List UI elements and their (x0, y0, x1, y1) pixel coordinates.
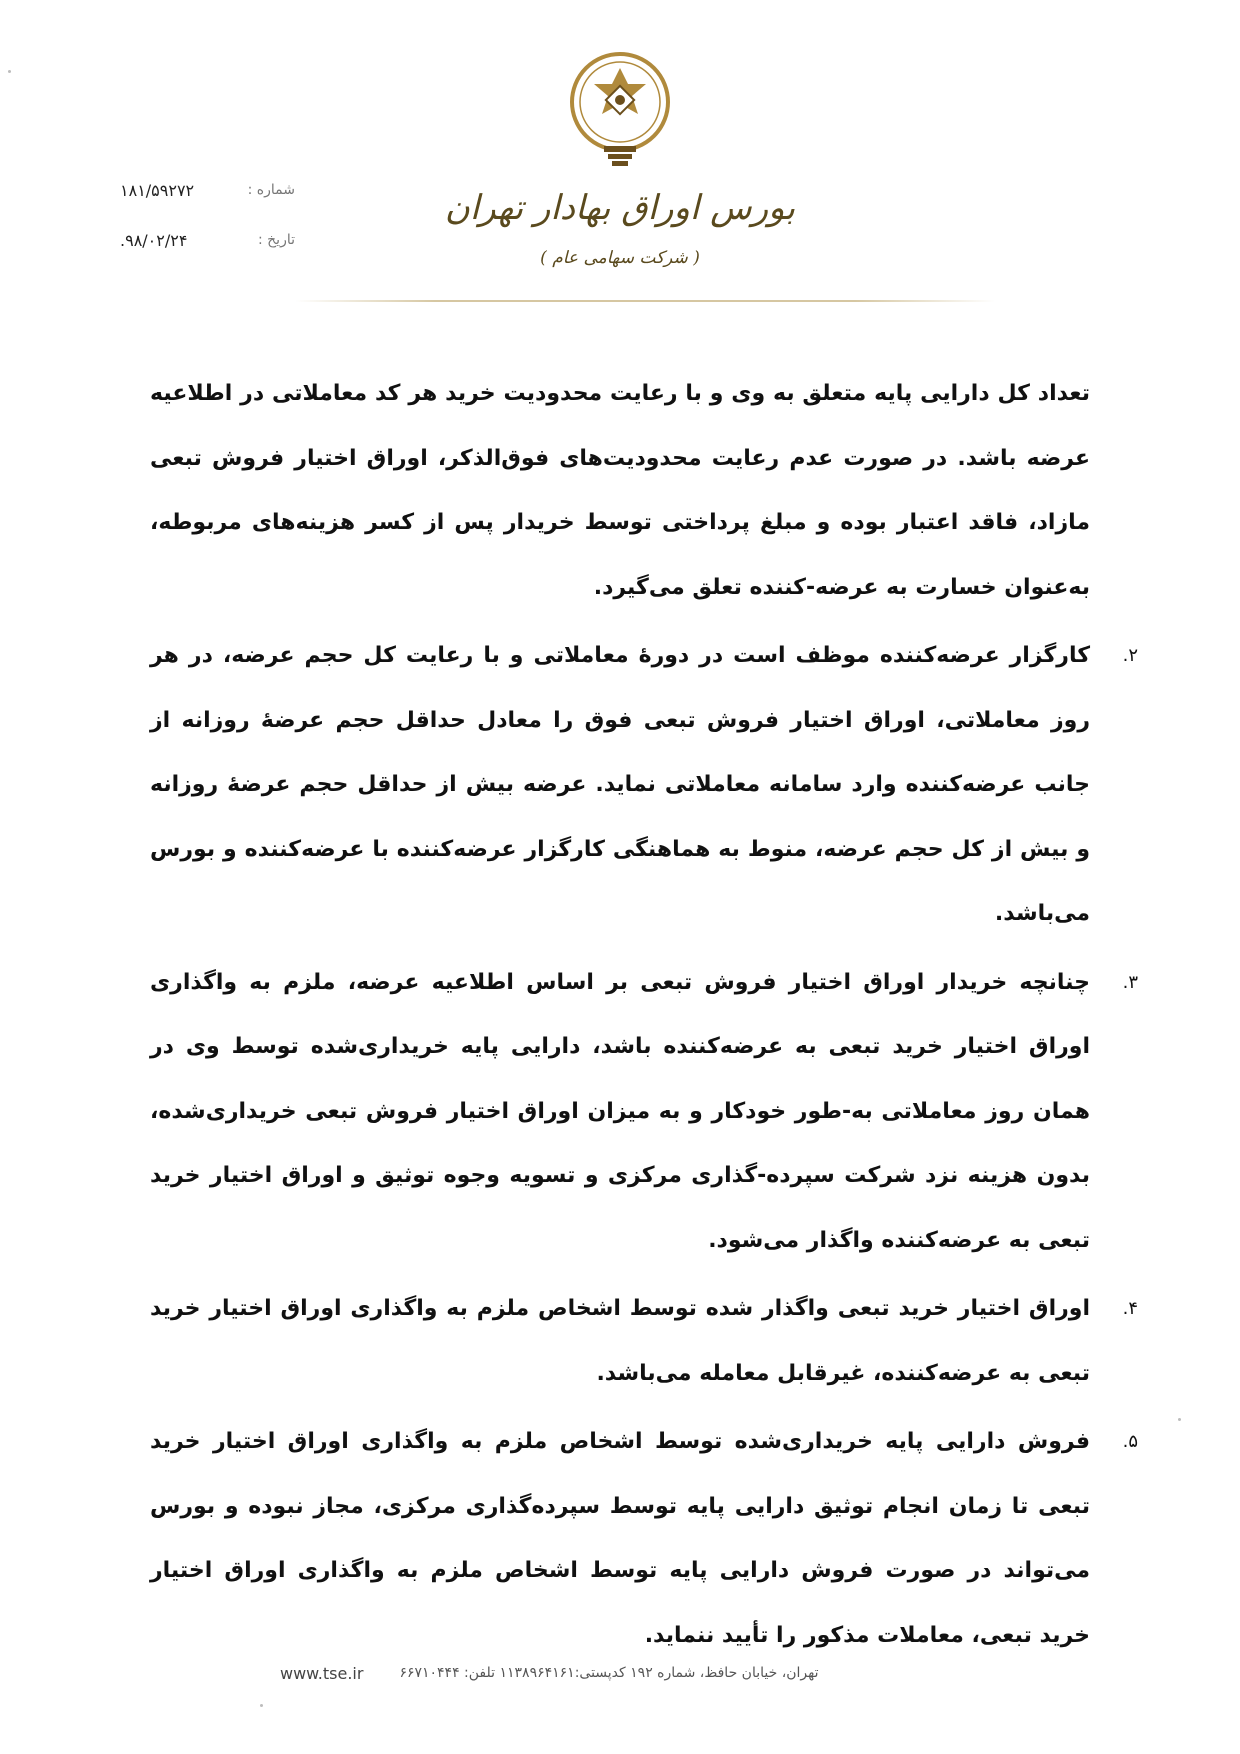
letter-date-label: تاریخ : (257, 232, 295, 248)
list-item (150, 624, 1138, 947)
letter-date (120, 226, 295, 254)
list-item (150, 1277, 1138, 1406)
lead-paragraph: تعداد کل دارایی پایه متعلق به وی و با رعایت محدودیت خرید هر کد معاملاتی در اطلاعیه عرضه باشد. در صورت عدم رعایت محدودیت‌های فوق‌الذکر، اوراق اختیار فروش تبعی مازاد، فاقد اعتبار بوده و مبلغ پرداختی توسط خریدار پس از کسر هزینه‌های مربوطه، به‌عنوان خسارت به عرضه-کننده تعلق می‌گیرد. (150, 381, 1090, 600)
list-item-number: ۴. (1122, 1298, 1138, 1319)
letter-number (120, 176, 295, 204)
list-item-text: کارگزار عرضه‌کننده موظف است در دورهٔ معاملاتی و با رعایت کل حجم عرضه، در هر روز معاملاتی، اوراق اختیار فروش تبعی فوق را معادل حداقل حجم عرضهٔ روزانه از جانب عرضه‌کننده وارد سامانه معاملاتی نماید. عرضه بیش از حداقل حجم عرضهٔ روزانه و بیش از کل حجم عرضه، منوط به هماهنگی کارگزار عرضه‌کننده با عرضه‌کننده و بورس می‌باشد. (150, 643, 1090, 926)
letter-number-label: شماره : (247, 182, 295, 198)
scan-speck (260, 1704, 263, 1707)
scan-speck (1178, 1418, 1181, 1421)
list-item-number: ۳. (1122, 971, 1138, 993)
list-item-number: ۵. (1122, 1431, 1138, 1452)
letter-date-value: ۹۸/۰۲/۲۴. (120, 230, 188, 250)
organization-subtitle: ( شرکت سهامی عام ) (540, 248, 700, 268)
letter-footer (280, 1660, 980, 1686)
letter-body (150, 362, 1138, 1668)
contact-address: تهران، خیابان حافظ، شماره ۱۹۲ کدپستی:۱۱۳۸۹۶۴۱۶۱ تلفن: ۶۶۷۱۰۴۴۴ (399, 1665, 819, 1681)
tse-emblem-logo (558, 50, 682, 174)
letter-number-value: ۱۸۱/۵۹۲۷۲ (120, 180, 195, 200)
list-item (150, 1410, 1138, 1668)
organization-name: بورس اوراق بهادار تهران (444, 188, 796, 228)
list-item-text: چنانچه خریدار اوراق اختیار فروش تبعی بر اساس اطلاعیه عرضه، ملزم به واگذاری اوراق اختیار خرید تبعی به عرضه‌کننده باشد، دارایی پایه خریداری‌شده توسط وی در همان روز معاملاتی به-طور خودکار و به میزان اوراق اختیار فروش تبعی خریداری‌شده، بدون هزینه نزد شرکت سپرده-گذاری مرکزی و تسویه وجوه توثیق و اوراق اختیار خرید تبعی به عرضه‌کننده واگذار می‌شود. (150, 969, 1090, 1253)
scan-speck (8, 70, 11, 73)
header-divider (295, 300, 995, 302)
list-item-number: ۲. (1122, 645, 1138, 666)
list-item-text: اوراق اختیار خرید تبعی واگذار شده توسط اشخاص ملزم به واگذاری اوراق اختیار خرید تبعی به عرضه‌کننده، غیرقابل معامله می‌باشد. (150, 1296, 1090, 1386)
website-link[interactable]: www.tse.ir (280, 1663, 364, 1683)
list-item-text: فروش دارایی پایه خریداری‌شده توسط اشخاص ملزم به واگذاری اوراق اختیار خرید تبعی تا زمان انجام توثیق دارایی پایه توسط سپرده‌گذاری مرکزی، مجاز نبوده و بورس می‌تواند در صورت فروش دارایی پایه توسط اشخاص ملزم به واگذاری اوراق اختیار خرید تبعی، معاملات مذکور را تأیید ننماید. (150, 1429, 1090, 1648)
list-item (150, 951, 1138, 1274)
